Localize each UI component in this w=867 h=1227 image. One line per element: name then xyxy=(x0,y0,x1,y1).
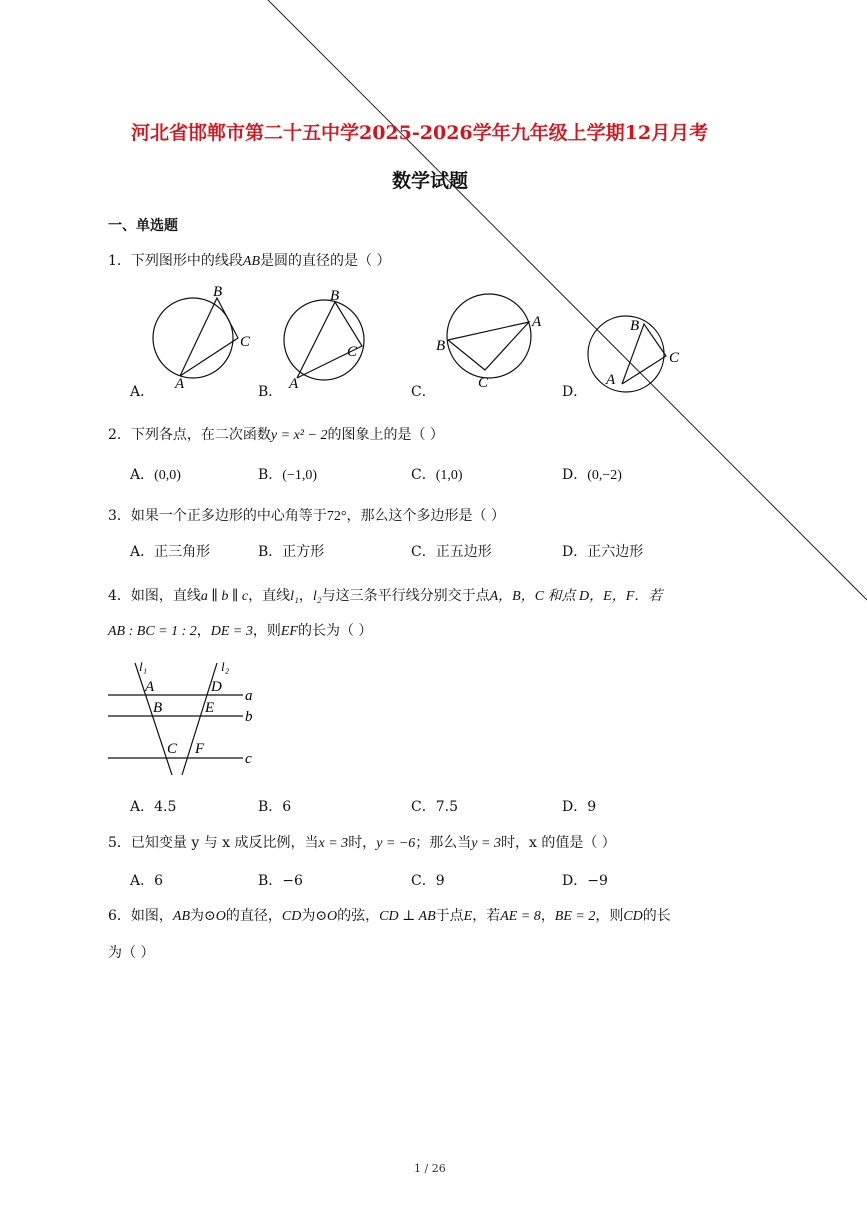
point-label: D xyxy=(211,679,222,695)
q2-option-d[interactable]: D．(0,−2) xyxy=(562,467,622,483)
point-label: B xyxy=(630,318,640,334)
point-label: B xyxy=(213,284,223,300)
point-label: A xyxy=(532,314,542,330)
point-label: A xyxy=(145,679,155,695)
point-label: A xyxy=(606,372,616,388)
document-title: 河北省邯郸市第二十五中学2025-2026学年九年级上学期12月月考 xyxy=(131,122,709,144)
q5-option-d[interactable]: D．−9 xyxy=(562,873,608,889)
question-3: 3．如果一个正多边形的中心角等于72°，那么这个多边形是（ ） xyxy=(108,508,505,524)
point-label: C xyxy=(478,375,489,391)
q4-option-a[interactable]: A．4.5 xyxy=(130,799,177,815)
q1-option-b[interactable]: B． xyxy=(258,384,283,400)
point-label: F xyxy=(195,741,205,757)
point-label: C xyxy=(347,344,358,360)
point-label: E xyxy=(205,700,215,716)
question-2: 2．下列各点，在二次函数y = x² − 2的图象上的是（ ） xyxy=(108,427,444,443)
point-label: A xyxy=(175,376,185,392)
q5-option-c[interactable]: C．9 xyxy=(411,873,445,889)
q1-figure-d xyxy=(582,310,687,400)
point-label: A xyxy=(289,376,299,392)
line-label: c xyxy=(245,751,252,767)
line-label-l1: l₁ xyxy=(139,659,148,674)
page-number: 1 / 26 xyxy=(414,1162,446,1175)
q5-option-a[interactable]: A．6 xyxy=(130,873,164,889)
question-1: 1．下列图形中的线段AB是圆的直径的是（ ） xyxy=(108,253,391,269)
section-heading: 一、单选题 xyxy=(108,218,178,234)
question-4-line1: 4．如图，直线a ∥ b ∥ c，直线l₁，l₂与这三条平行线分别交于点A，B，C 和点 D，E，F．若 xyxy=(108,588,663,604)
q4-option-b[interactable]: B．6 xyxy=(258,799,292,815)
line-label-l2: l₂ xyxy=(221,659,230,674)
q4-option-c[interactable]: C．7.5 xyxy=(411,799,458,815)
point-label: B xyxy=(153,700,163,716)
question-4-line2: AB : BC = 1 : 2，DE = 3，则EF的长为（ ） xyxy=(108,623,373,639)
q3-option-a[interactable]: A．正三角形 xyxy=(130,544,211,560)
document-subtitle: 数学试题 xyxy=(392,170,469,192)
q2-option-a[interactable]: A．(0,0) xyxy=(130,467,181,483)
q3-option-d[interactable]: D．正六边形 xyxy=(562,544,644,560)
q4-figure xyxy=(105,655,265,780)
q1-option-a[interactable]: A． xyxy=(130,384,155,400)
q5-option-b[interactable]: B．−6 xyxy=(258,873,303,889)
q4-option-d[interactable]: D．9 xyxy=(562,799,597,815)
q1-figure-b xyxy=(275,282,375,392)
point-label: C xyxy=(167,741,178,757)
q1-option-c[interactable]: C． xyxy=(411,384,436,400)
q2-option-c[interactable]: C．(1,0) xyxy=(411,467,463,483)
line-label: b xyxy=(245,709,253,725)
q1-figure-c xyxy=(432,288,552,393)
q2-option-b[interactable]: B．(−1,0) xyxy=(258,467,318,483)
question-6-line2: 为（ ） xyxy=(108,945,155,961)
q3-option-b[interactable]: B．正方形 xyxy=(258,544,325,560)
question-6-line1: 6．如图，AB为⊙O的直径，CD为⊙O的弦，CD ⊥ AB于点E，若AE = 8，BE = 2，则CD的长 xyxy=(108,908,671,924)
point-label: B xyxy=(330,288,340,304)
q1-figure-a xyxy=(145,282,260,392)
point-label: C xyxy=(669,350,680,366)
q3-option-c[interactable]: C．正五边形 xyxy=(411,544,492,560)
question-5: 5．已知变量 y 与 x 成反比例，当x = 3时，y = −6；那么当y = 3时，x 的值是（ ） xyxy=(108,835,616,851)
line-label: a xyxy=(245,688,253,704)
q1-option-d[interactable]: D． xyxy=(562,384,588,400)
point-label: B xyxy=(436,338,446,354)
point-label: C xyxy=(240,334,251,350)
